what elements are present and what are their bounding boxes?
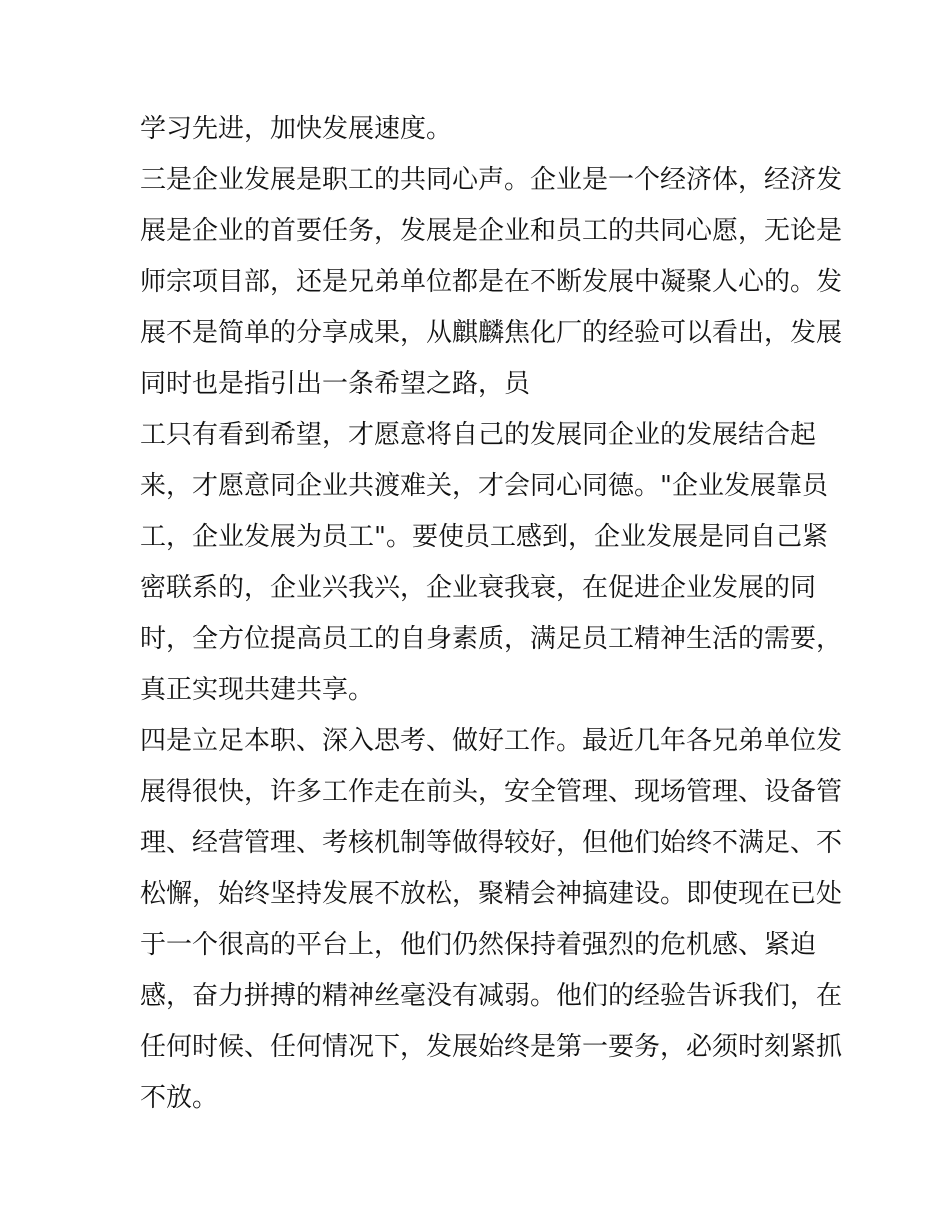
text-line: 不放。 xyxy=(140,1083,219,1113)
text-line: 理、经营管理、考核机制等做得较好，但他们始终不满足、不 xyxy=(140,828,843,858)
text-line: 松懈，始终坚持发展不放松，聚精会神搞建设。即使现在已处 xyxy=(140,879,843,909)
text-line: 学习先进，加快发展速度。 xyxy=(140,114,453,144)
text-line: 工，企业发展为员工"。要使员工感到，企业发展是同自己紧 xyxy=(140,522,828,552)
text-line: 于一个很高的平台上，他们仍然保持着强烈的危机感、紧迫 xyxy=(140,930,817,960)
text-line: 师宗项目部，还是兄弟单位都是在不断发展中凝聚人心的。发 xyxy=(140,267,843,297)
text-line: 展得很快，许多工作走在前头，安全管理、现场管理、设备管 xyxy=(140,777,843,807)
text-line: 展是企业的首要任务，发展是企业和员工的共同心愿，无论是 xyxy=(140,216,843,246)
text-line: 感，奋力拼搏的精神丝毫没有减弱。他们的经验告诉我们，在 xyxy=(140,981,843,1011)
text-line: 三是企业发展是职工的共同心声。企业是一个经济体，经济发 xyxy=(140,165,843,195)
text-line: 任何时候、任何情况下，发展始终是第一要务，必须时刻紧抓 xyxy=(140,1032,843,1062)
text-line: 来，才愿意同企业共渡难关，才会同心同德。"企业发展靠员 xyxy=(140,471,828,501)
text-line: 密联系的，企业兴我兴，企业衰我衰，在促进企业发展的同 xyxy=(140,573,817,603)
text-line: 工只有看到希望，才愿意将自己的发展同企业的发展结合起 xyxy=(140,420,817,450)
text-line: 真正实现共建共享。 xyxy=(140,675,375,705)
text-line: 展不是简单的分享成果，从麒麟焦化厂的经验可以看出，发展 xyxy=(140,318,843,348)
text-line: 同时也是指引出一条希望之路，员 xyxy=(140,369,531,399)
text-line: 时，全方位提高员工的自身素质，满足员工精神生活的需要， xyxy=(140,624,843,654)
text-line: 四是立足本职、深入思考、做好工作。最近几年各兄弟单位发 xyxy=(140,726,843,756)
